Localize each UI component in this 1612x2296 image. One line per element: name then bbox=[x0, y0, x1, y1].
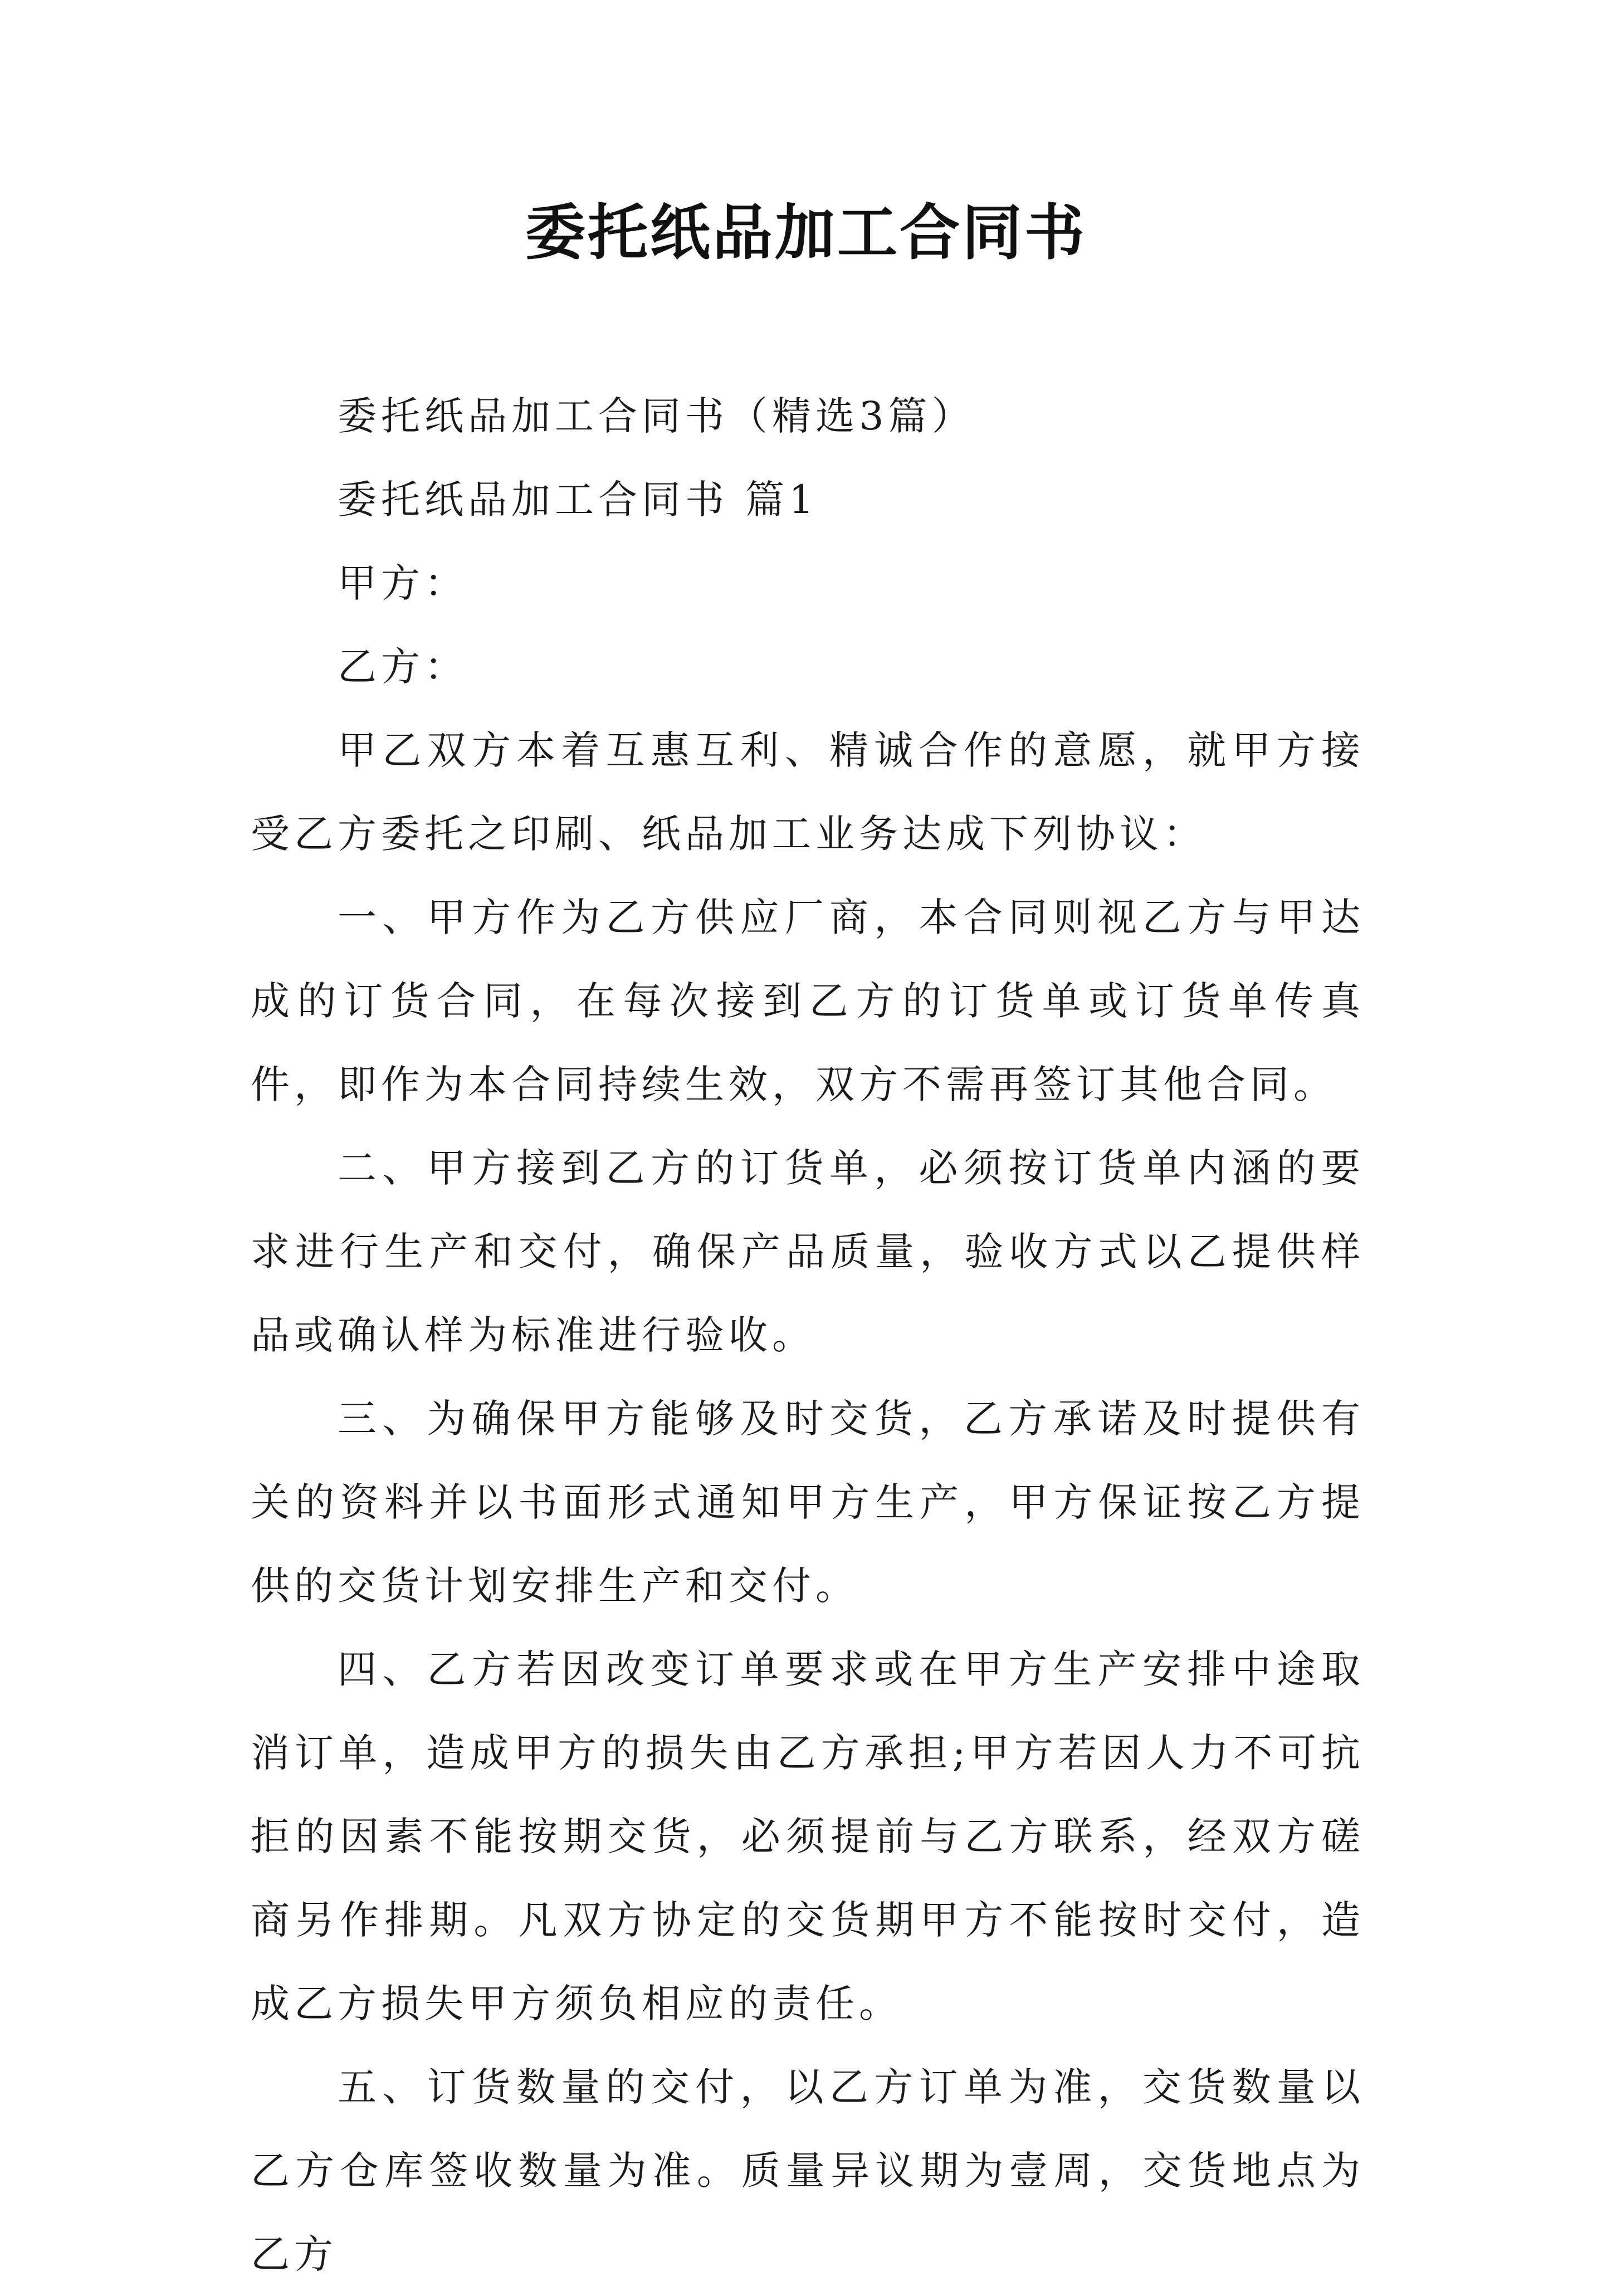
paragraph-section-heading: 委托纸品加工合同书 篇1 bbox=[338, 477, 818, 522]
document-body bbox=[251, 374, 1365, 2296]
paragraph-clause-4: 四、乙方若因改变订单要求或在甲方生产安排中途取消订单，造成甲方的损失由乙方承担;甲方若因人力不可抗拒的因素不能按期交货，必须提前与乙方联系，经双方磋商另作排期。凡双方协定的交货期甲方不能按时交付，造成乙方损失甲方须负相应的责任。 bbox=[251, 1647, 1365, 2026]
document-title: 委托纸品加工合同书 bbox=[525, 198, 1087, 268]
paragraph-clause-2: 二、甲方接到乙方的订货单，必须按订货单内涵的要求进行生产和交付，确保产品质量，验收方式以乙提供样品或确认样为标准进行验收。 bbox=[251, 1145, 1365, 1358]
paragraph-clause-1: 一、甲方作为乙方供应厂商，本合同则视乙方与甲达成的订货合同，在每次接到乙方的订货单或订货单传真件，即作为本合同持续生效，双方不需再签订其他合同。 bbox=[251, 895, 1365, 1107]
paragraph-subtitle: 委托纸品加工合同书（精选3篇） bbox=[338, 393, 975, 439]
paragraph-clause-3: 三、为确保甲方能够及时交货，乙方承诺及时提供有关的资料并以书面形式通知甲方生产，甲方保证按乙方提供的交货计划安排生产和交付。 bbox=[251, 1396, 1365, 1609]
paragraph-party-b: 乙方： bbox=[338, 644, 468, 690]
paragraph-clause-5: 五、订货数量的交付，以乙方订单为准，交货数量以乙方仓库签收数量为准。质量异议期为壹周，交货地点为乙方 bbox=[251, 2064, 1365, 2277]
paragraph-preamble: 甲乙双方本着互惠互利、精诚合作的意愿，就甲方接受乙方委托之印刷、纸品加工业务达成下列协议： bbox=[251, 727, 1365, 857]
paragraph-party-a: 甲方： bbox=[338, 560, 468, 606]
